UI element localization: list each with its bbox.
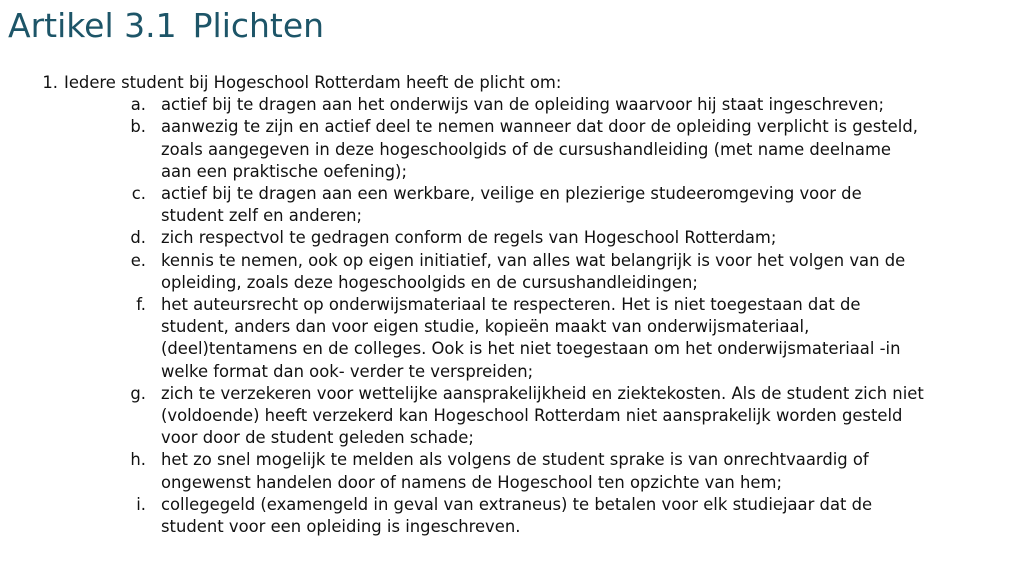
sub-item-letter: b.: [130, 117, 146, 137]
sub-item-letter: h.: [130, 450, 146, 470]
sub-list: [64, 94, 1008, 538]
article-number: Artikel 3.1: [8, 6, 177, 45]
sub-item-text-line: ongewenst handelen door of namens de Hogeschool ten opzichte van hem;: [161, 472, 782, 492]
sub-item-letter: i.: [136, 494, 146, 514]
sub-item-d: [124, 227, 1008, 249]
sub-item-text-line: opleiding, zoals deze hogeschoolgids en de cursushandleidingen;: [161, 272, 698, 292]
sub-item-h: [124, 449, 1008, 493]
sub-item-letter: a.: [130, 95, 146, 115]
sub-item-text-line: het zo snel mogelijk te melden als volgens de student sprake is van onrechtvaardig of: [161, 450, 869, 470]
sub-item-text-line: zoals aangegeven in deze hogeschoolgids of de cursushandleiding (met name deelname: [161, 139, 891, 159]
obligations-list: [28, 72, 1008, 538]
list-item-intro: Iedere student bij Hogeschool Rotterdam heeft de plicht om:: [64, 73, 562, 92]
sub-item-text-line: welke format dan ook- verder te verspreiden;: [161, 361, 534, 381]
sub-item-text-line: aanwezig te zijn en actief deel te nemen wanneer dat door de opleiding verplicht is gesteld,: [161, 117, 918, 137]
sub-item-text-line: (deel)tentamens en de colleges. Ook is het niet toegestaan om het onderwijsmateriaal -in: [161, 339, 901, 359]
sub-item-c: [124, 183, 1008, 227]
list-item-1: [28, 72, 1008, 538]
sub-item-text-line: aan een praktische oefening);: [161, 161, 407, 181]
sub-item-e: [124, 250, 1008, 294]
sub-item-b: [124, 116, 1008, 183]
sub-item-a: [124, 94, 1008, 116]
list-item-number: 1.: [42, 73, 58, 92]
sub-item-text-line: student, anders dan voor eigen studie, kopieën maakt van onderwijsmateriaal,: [161, 317, 810, 337]
sub-item-text-line: zich te verzekeren voor wettelijke aansprakelijkheid en ziektekosten. Als de student zich niet: [161, 383, 924, 403]
sub-item-text-line: actief bij te dragen aan een werkbare, veilige en plezierige studeeromgeving voor de: [161, 184, 862, 204]
sub-item-text-line: student voor een opleiding is ingeschreven.: [161, 517, 521, 537]
article-heading: Plichten: [192, 6, 325, 45]
sub-item-text-line: collegegeld (examengeld in geval van extraneus) te betalen voor elk studiejaar dat de: [161, 494, 873, 514]
sub-item-text-line: zich respectvol te gedragen conform de regels van Hogeschool Rotterdam;: [161, 228, 777, 248]
sub-item-i: [124, 494, 1008, 538]
sub-item-text-line: (voldoende) heeft verzekerd kan Hogeschool Rotterdam niet aansprakelijk worden gesteld: [161, 406, 903, 426]
sub-item-letter: g.: [130, 383, 146, 403]
sub-item-letter: d.: [130, 228, 146, 248]
sub-item-f: [124, 294, 1008, 383]
sub-item-text-line: kennis te nemen, ook op eigen initiatief, van alles wat belangrijk is voor het volgen van de: [161, 250, 906, 270]
sub-item-text-line: student zelf en anderen;: [161, 206, 363, 226]
sub-item-text-line: voor door de student geleden schade;: [161, 428, 474, 448]
sub-item-letter: f.: [136, 295, 146, 315]
sub-item-g: [124, 383, 1008, 450]
sub-item-text-line: het auteursrecht op onderwijsmateriaal te respecteren. Het is niet toegestaan dat de: [161, 295, 861, 315]
sub-item-text-line: actief bij te dragen aan het onderwijs van de opleiding waarvoor hij staat ingeschreven;: [161, 95, 885, 115]
sub-item-letter: c.: [131, 184, 146, 204]
article-title: [8, 2, 324, 50]
sub-item-letter: e.: [130, 250, 146, 270]
